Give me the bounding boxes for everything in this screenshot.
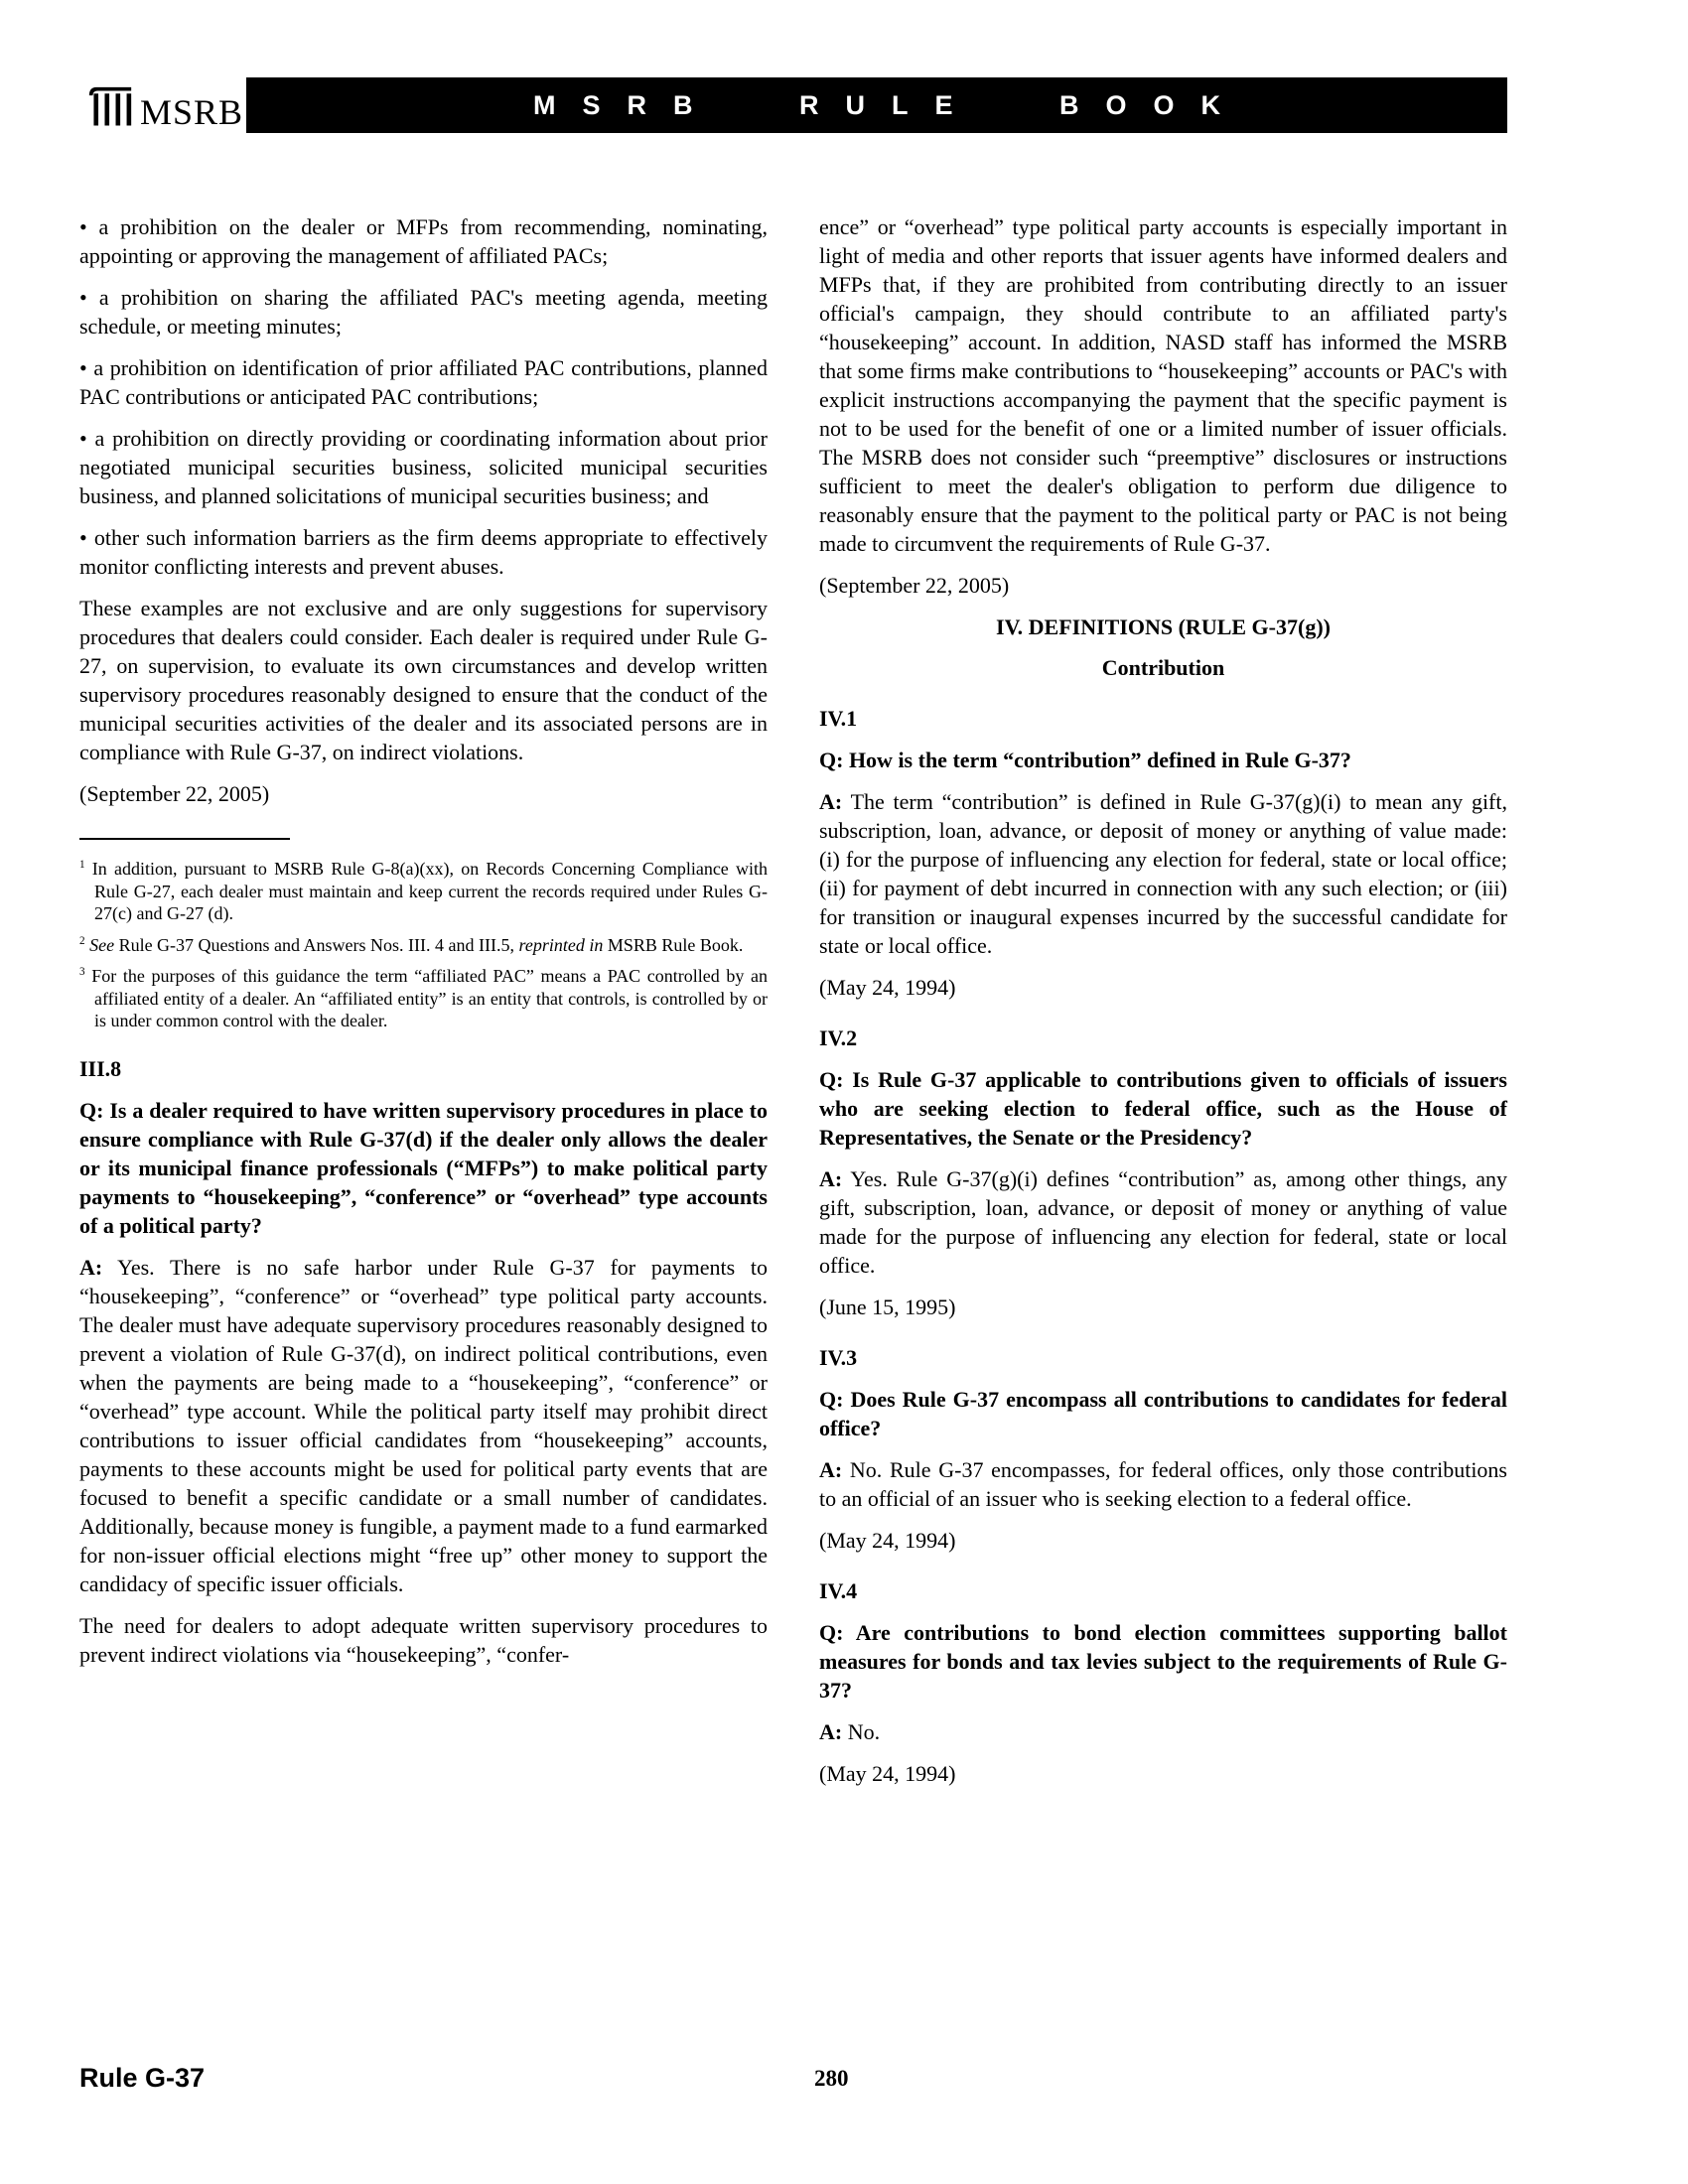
left-column — [79, 212, 768, 1801]
answer-text — [79, 1253, 768, 1598]
footnote-italic: See — [89, 934, 115, 955]
bullet-item: • other such information barriers as the firm deems appropriate to effectively monitor conflicting interests and prevent abuses. — [79, 525, 768, 579]
answer-label: A: — [819, 1166, 843, 1191]
page-footer — [79, 2063, 1507, 2103]
footnote-number: 2 — [79, 934, 85, 947]
answer-body: Yes. Rule G-37(g)(i) defines “contribution” as, among other things, any gift, subscription, loan, advance, or deposit of money or anything of value made for the purpose of influencing any election for federal, state or local office. — [819, 1166, 1508, 1278]
answer-text — [819, 787, 1507, 960]
paragraph-need: The need for dealers to adopt adequate written supervisory procedures to prevent indirect violations via “housekeeping”, “confer- — [79, 1612, 768, 1667]
section-number: III.8 — [79, 1055, 122, 1081]
right-column — [819, 212, 1507, 1801]
section-number: IV.1 — [819, 706, 858, 731]
footnote-3 — [79, 965, 768, 1032]
answer-text — [819, 1164, 1507, 1280]
date-line: (May 24, 1994) — [819, 975, 956, 1000]
date-line: (May 24, 1994) — [819, 1761, 956, 1786]
page-header — [87, 77, 1507, 133]
footnote-2 — [79, 934, 768, 957]
bullet-item: • a prohibition on sharing the affiliated PAC's meeting agenda, meeting schedule, or meeting minutes; — [79, 285, 768, 339]
paragraph-examples: These examples are not exclusive and are only suggestions for supervisory procedures that dealers could consider. Each dealer is required under Rule G-27, on supervision, to evaluate its own circumstances and develop written supervisory procedures reasonably designed to ensure that the conduct of the municipal securities activities of the dealer and its associated persons are in compliance with Rule G-37, on indirect violations. — [79, 596, 768, 764]
answer-label: A: — [819, 1719, 843, 1744]
footnote-1 — [79, 858, 768, 925]
rulebook-banner — [246, 77, 1507, 133]
section-number: IV.2 — [819, 1025, 858, 1050]
answer-body: Yes. There is no safe harbor under Rule G-37 for payments to “housekeeping”, “conference” or “overhead” type political party accounts. The dealer must have adequate supervisory procedures reasonably designed to prevent a violation of Rule G-37(d), on indirect political contributions, even when the payments are being made to a “housekeeping”, “conference” or “overhead” type account. While the political party itself may prohibit direct contributions to issuer official candidates from “housekeeping” accounts, payments to these accounts might be used for political party events that are focused to benefit a specific candidate or a small number of candidates. Additionally, because money is fungible, a payment made to a fund earmarked for non-issuer official elections might “free up” other money to support the candidacy of specific issuer officials. — [79, 1254, 768, 1596]
answer-label: A: — [819, 1457, 843, 1482]
answer-body: No. — [847, 1719, 881, 1744]
banner-title: MSRB RULE BOOK — [533, 89, 1247, 120]
question-text: Q: Does Rule G-37 encompass all contributions to candidates for federal office? — [819, 1387, 1507, 1440]
footnote-text: For the purposes of this guidance the term “affiliated PAC” means a PAC controlled by an affiliated entity of a dealer. An “affiliated entity” is an entity that controls, is controlled by or is under common control with the dealer. — [91, 966, 768, 1030]
footnote-text: MSRB Rule Book. — [603, 934, 744, 955]
answer-label: A: — [819, 789, 843, 814]
footnote-number: 1 — [79, 859, 85, 871]
question-text: Q: Is a dealer required to have written supervisory procedures in place to ensure compliance with Rule G-37(d) if the dealer only allows the dealer or its municipal finance professionals (“MFPs”) to make political party payments to “housekeeping”, “conference” or “overhead” type accounts of a political party? — [79, 1097, 768, 1238]
footnote-number: 3 — [79, 966, 85, 978]
date-line: (September 22, 2005) — [79, 781, 270, 806]
page-body — [79, 212, 1507, 1801]
msrb-logo-text: MSRB — [140, 92, 244, 132]
question-text: Q: Is Rule G-37 applicable to contributions given to officials of issuers who are seeking election to federal office, such as the House of Representatives, the Senate or the Presidency? — [819, 1067, 1507, 1150]
answer-body: The term “contribution” is defined in Rule G-37(g)(i) to mean any gift, subscription, loan, advance, or deposit of money or anything of value made: (i) for the purpose of influencing any election for federal, state or local office; (ii) for payment of debt incurred in connection with any such election; or (iii) for transition or inaugural expenses incurred by the successful candidate for state or local office. — [819, 789, 1507, 958]
section-subheading: Contribution — [1101, 655, 1225, 680]
answer-text — [819, 1455, 1507, 1513]
footnote-text: In addition, pursuant to MSRB Rule G-8(a)(xx), on Records Concerning Compliance with Rule G-27, each dealer must maintain and keep current the records required under Rules G-27(c) and G-27 (d). — [91, 859, 769, 923]
bullet-item: • a prohibition on identification of prior affiliated PAC contributions, planned PAC contributions or anticipated PAC contributions; — [79, 355, 768, 409]
page-number: 280 — [814, 2066, 849, 2091]
section-number: IV.4 — [819, 1578, 858, 1603]
section-number: IV.3 — [819, 1345, 858, 1370]
date-line: (September 22, 2005) — [819, 573, 1010, 598]
date-line: (May 24, 1994) — [819, 1528, 956, 1553]
date-line: (June 15, 1995) — [819, 1295, 956, 1319]
answer-body: No. Rule G-37 encompasses, for federal offices, only those contributions to an official of an issuer who is seeking election to a federal office. — [819, 1457, 1507, 1511]
footnote-separator — [79, 838, 290, 840]
msrb-logo-icon — [87, 83, 133, 133]
paragraph-continued: ence” or “overhead” type political party accounts is especially important in light of media and other reports that issuer agents have informed dealers and MFPs that, if they are prohibited from contributing directly to an issuer official's campaign, they should contribute to an affiliated party's “housekeeping” account. In addition, NASD staff has informed the MSRB that some firms make contributions to “housekeeping” accounts or PAC's with explicit instructions accompanying the payment that the specific payment is not to be used for the benefit of one or a limited number of issuer officials. The MSRB does not consider such “preemptive” disclosures or instructions sufficient to meet the dealer's obligation to perform due diligence to reasonably ensure that the payment to the political party or PAC is not being made to circumvent the requirements of Rule G-37. — [819, 214, 1507, 556]
question-text: Q: Are contributions to bond election committees supporting ballot measures for bonds and tax levies subject to the requirements of Rule G-37? — [819, 1620, 1507, 1703]
footnote-italic: reprinted in — [518, 934, 604, 955]
bullet-item: • a prohibition on directly providing or coordinating information about prior negotiated municipal securities business, solicited municipal securities business, and planned solicitations of municipal securities business; and — [79, 426, 768, 508]
question-text: Q: How is the term “contribution” defined in Rule G-37? — [819, 748, 1351, 772]
msrb-logo — [87, 83, 246, 133]
section-heading: IV. DEFINITIONS (RULE G-37(g)) — [996, 614, 1331, 639]
answer-label: A: — [79, 1254, 103, 1280]
footnote-text: Rule G-37 Questions and Answers Nos. III. 4 and III.5, — [114, 934, 519, 955]
bullet-item: • a prohibition on the dealer or MFPs from recommending, nominating, appointing or approving the management of affiliated PACs; — [79, 214, 768, 268]
footer-rule-label: Rule G-37 — [79, 2063, 206, 2093]
answer-text — [819, 1717, 1507, 1746]
